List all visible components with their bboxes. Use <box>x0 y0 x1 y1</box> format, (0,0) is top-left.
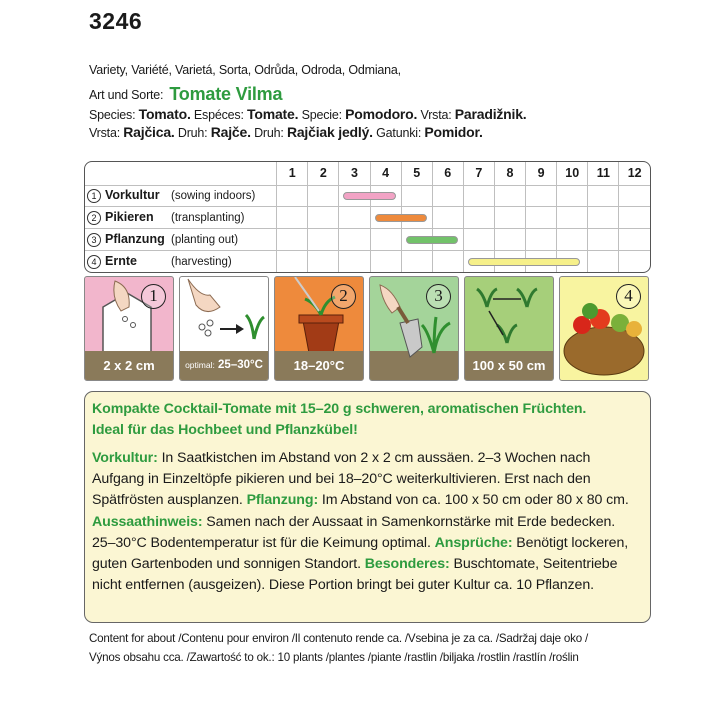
month-header: 6 <box>432 162 463 185</box>
species-label: Espéces: <box>193 108 244 122</box>
besonderes-text: Buschtomate, Seitentriebe nicht entfernen (ausgeizen). Diese Portion bringt bei guter Kultur ca. 10 Pflanzen. <box>92 556 618 594</box>
calendar-row-ernte <box>85 251 650 272</box>
variety-languages: Variety, Variété, Varietá, Sorta, Odrůda, Odroda, Odmiana, <box>89 63 401 77</box>
step-description: (sowing indoors) <box>171 190 256 203</box>
pflanzung-label: Pflanzung: <box>246 492 319 509</box>
step-description: (transplanting) <box>171 212 245 225</box>
month-header: 1 <box>277 162 308 185</box>
species-label: Vrsta: <box>89 126 120 140</box>
pictogram-planting-out <box>369 276 459 381</box>
optimal-temperature-label <box>180 351 268 380</box>
optimal-prefix: optimal: <box>185 360 215 370</box>
pictogram-strip <box>84 276 651 385</box>
calendar-row-label <box>85 229 277 251</box>
month-header: 9 <box>526 162 557 185</box>
plant-spacing-icon <box>465 277 554 353</box>
step-description: (harvesting) <box>171 256 232 269</box>
month-header: 7 <box>463 162 494 185</box>
temperature-value: 25–30°C <box>218 359 263 371</box>
content-line-2: Výnos obsahu cca. /Zawartość to ok.: 10 plants /plantes /piante /rastlin /biljaka /rostlin /rastlín /roślin <box>89 651 579 664</box>
pictogram-sowing <box>84 276 174 381</box>
month-header: 11 <box>588 162 619 185</box>
step-number-icon: 3 <box>87 233 101 247</box>
step-2-icon: 2 <box>331 284 356 309</box>
calendar-row-label <box>85 185 277 207</box>
step-name: Pflanzung <box>105 232 165 247</box>
species-value: Pomodoro. <box>345 106 418 122</box>
calendar-row-pikieren <box>85 207 650 229</box>
species-value: Rajče. <box>210 124 251 140</box>
calendar-header-row <box>85 162 650 185</box>
species-line-1 <box>89 106 527 122</box>
month-header: 4 <box>370 162 401 185</box>
pictogram-harvest <box>559 276 649 381</box>
step-number-icon: 1 <box>87 189 101 203</box>
spacing-label: 100 x 50 cm <box>465 351 553 380</box>
headline-2: Ideal für das Hochbeet und Pflanzkübel! <box>92 422 358 438</box>
species-label: Gatunki: <box>376 126 422 140</box>
content-line-1: Content for about /Contenu pour environ /Il contenuto rende ca. /Vsebina je za ca. /Sadržaj daje oko / <box>89 632 589 645</box>
species-value: Pomidor. <box>424 124 483 140</box>
besonderes-label: Besonderes: <box>364 556 450 573</box>
step-description: (planting out) <box>171 234 239 247</box>
variety-name: Tomate Vilma <box>169 84 283 104</box>
calendar-row-label <box>85 207 277 229</box>
germination-icon <box>180 277 269 353</box>
anspruche-text: Benötigt lockeren, guten Gartenboden und sonnigen Standort. <box>92 534 629 573</box>
vorkultur-text: In Saatkistchen im Abstand von 2 x 2 cm aussäen. 2–3 Wochen nach Aufgang in Einzeltöpfe pikieren und bei 18–20°C weiterkultivieren. Erst nach den Spätfrösten ausplanzen. <box>92 450 591 509</box>
step-1-icon: 1 <box>141 284 166 309</box>
month-header: 8 <box>494 162 525 185</box>
species-value: Tomato. <box>138 106 191 122</box>
species-label: Species: <box>89 108 136 122</box>
pictogram-transplanting <box>274 276 364 381</box>
species-value: Rajčiak jedlý. <box>286 124 373 140</box>
vorkultur-label: Vorkultur: <box>92 450 158 466</box>
species-line-2 <box>89 124 483 140</box>
anspruche-label: Ansprüche: <box>434 534 513 551</box>
calendar-row-pflanzung <box>85 229 650 251</box>
description-body <box>92 448 640 596</box>
temperature-label: 18–20°C <box>275 351 363 380</box>
aussaat-text: Samen nach der Aussaat in Samenkornstärke mit Erde bedecken. 25–30°C Bodentemperatur ist für die Keimung optimal. <box>92 513 616 551</box>
species-label: Druh: <box>254 126 284 140</box>
species-value: Tomate. <box>247 106 299 122</box>
step-name: Ernte <box>105 254 137 269</box>
month-header: 12 <box>619 162 650 185</box>
month-header: 10 <box>557 162 588 185</box>
step-name: Vorkultur <box>105 188 160 203</box>
species-label: Druh: <box>177 126 208 140</box>
headline-1: Kompakte Cocktail-Tomate mit 15–20 g schweren, aromatischen Früchten. <box>92 401 587 417</box>
pictogram-germination <box>179 276 269 381</box>
calendar-corner <box>85 162 277 185</box>
product-code: 3246 <box>89 8 143 34</box>
pictogram-spacing <box>464 276 554 381</box>
month-header: 3 <box>339 162 370 185</box>
step-4-icon: 4 <box>616 284 641 309</box>
month-header: 2 <box>308 162 339 185</box>
species-label: Specie: <box>301 108 342 122</box>
step-number-icon: 4 <box>87 255 101 269</box>
species-value: Paradižnik. <box>454 106 527 122</box>
species-value: Rajčica. <box>123 124 175 140</box>
pflanzung-text: Im Abstand von ca. 100 x 50 cm oder 80 x 80 cm. <box>318 492 629 509</box>
step-name: Pikieren <box>105 210 154 225</box>
step-number-icon: 2 <box>87 211 101 225</box>
spacing-label: 2 x 2 cm <box>85 351 173 380</box>
step-3-icon: 3 <box>426 284 451 309</box>
sowing-calendar <box>84 161 651 273</box>
art-label: Art und Sorte: <box>89 88 164 102</box>
species-label: Vrsta: <box>420 108 452 122</box>
calendar-row-label <box>85 251 277 272</box>
aussaat-label: Aussaathinweis: <box>92 513 203 530</box>
description-box <box>84 391 651 623</box>
month-header: 5 <box>401 162 432 185</box>
art-und-sorte-line <box>89 83 282 104</box>
calendar-row-vorkultur <box>85 185 650 207</box>
